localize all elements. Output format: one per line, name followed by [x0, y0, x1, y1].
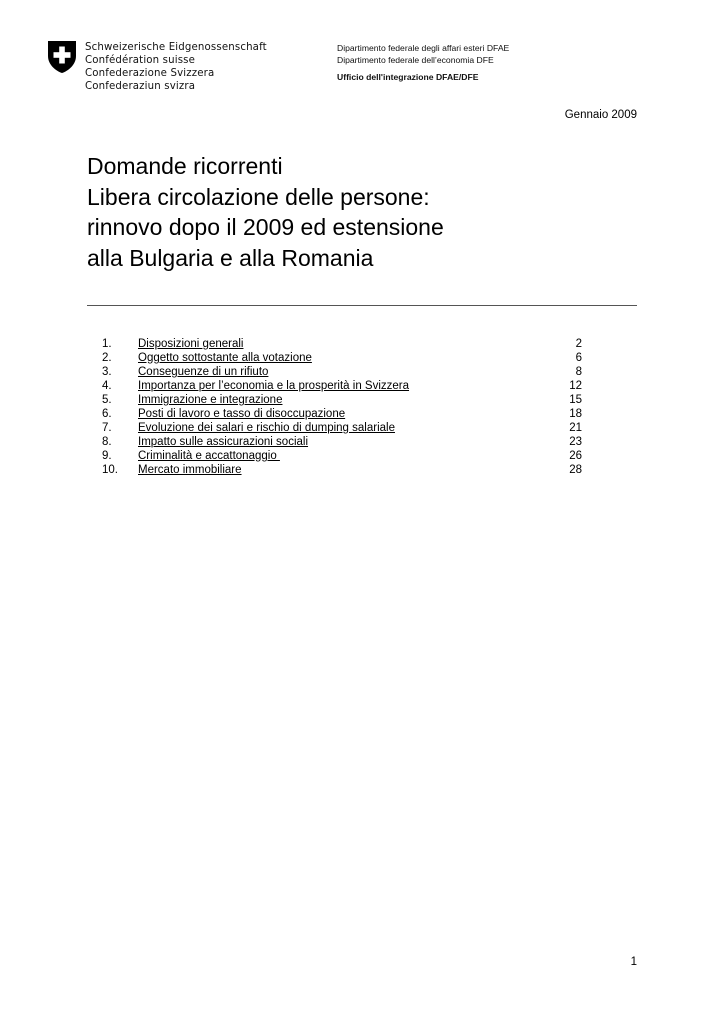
page-number: 1: [630, 956, 637, 968]
integration-office: Ufficio dell'integrazione DFAE/DFE: [337, 72, 479, 82]
toc-entry[interactable]: [102, 435, 582, 449]
toc-page: 18: [569, 408, 582, 420]
toc-link[interactable]: Oggetto sottostante alla votazione: [138, 352, 312, 364]
toc-page: 23: [569, 436, 582, 448]
toc-number: 8.: [102, 436, 112, 448]
document-date: Gennaio 2009: [564, 109, 637, 121]
toc-entry[interactable]: [102, 393, 582, 407]
swiss-cross-shield-icon: [47, 40, 77, 74]
confederation-name-rm: Confederaziun svizra: [85, 81, 196, 92]
toc-page: 28: [569, 464, 582, 476]
title-line: Libera circolazione delle persone:: [87, 183, 430, 210]
toc-link[interactable]: Mercato immobiliare: [138, 464, 242, 476]
toc-entry[interactable]: [102, 379, 582, 393]
toc-entry[interactable]: [102, 365, 582, 379]
toc-entry[interactable]: [102, 421, 582, 435]
horizontal-divider: [87, 305, 637, 306]
toc-number: 5.: [102, 394, 112, 406]
toc-entry[interactable]: [102, 407, 582, 421]
toc-number: 7.: [102, 422, 112, 434]
toc-link[interactable]: Importanza per l’economia e la prosperità in Svizzera: [138, 380, 410, 392]
toc-link[interactable]: Evoluzione dei salari e rischio di dumping salariale: [138, 422, 395, 434]
toc-link[interactable]: Criminalità e accattonaggio: [138, 450, 280, 462]
toc-link[interactable]: Conseguenze di un rifiuto: [138, 366, 269, 378]
toc-number: 9.: [102, 450, 112, 462]
toc-number: 2.: [102, 352, 112, 364]
confederation-name-de: Schweizerische Eidgenossenschaft: [85, 42, 267, 53]
toc-link[interactable]: Posti di lavoro e tasso di disoccupazione: [138, 408, 346, 420]
toc-number: 1.: [102, 338, 112, 350]
confederation-name-fr: Confédération suisse: [85, 55, 196, 66]
toc-entry[interactable]: [102, 449, 582, 463]
department-dfae: Dipartimento federale degli affari esteri DFAE: [337, 43, 510, 53]
toc-page: 15: [569, 394, 582, 406]
toc-page: 26: [569, 450, 582, 462]
document-title: [87, 151, 647, 273]
confederation-names: [85, 41, 267, 93]
toc-link[interactable]: Impatto sulle assicurazioni sociali: [138, 436, 309, 448]
toc-link[interactable]: Immigrazione e integrazione: [138, 394, 283, 406]
toc-page: 6: [575, 352, 582, 364]
toc-number: 6.: [102, 408, 112, 420]
title-line: alla Bulgaria e alla Romania: [87, 244, 374, 271]
toc-page: 8: [575, 366, 582, 378]
department-dfe: Dipartimento federale dell’economia DFE: [337, 55, 494, 65]
title-line: rinnovo dopo il 2009 ed estensione: [87, 214, 444, 240]
toc-page: 2: [575, 338, 582, 350]
toc-entry[interactable]: [102, 337, 582, 351]
confederation-name-it: Confederazione Svizzera: [85, 68, 215, 79]
table-of-contents: [102, 337, 582, 477]
toc-number: 10.: [102, 464, 118, 476]
toc-page: 12: [569, 380, 582, 392]
toc-number: 3.: [102, 366, 112, 378]
toc-link[interactable]: Disposizioni generali: [138, 338, 244, 350]
toc-entry[interactable]: [102, 351, 582, 365]
toc-page: 21: [569, 422, 582, 434]
toc-entry[interactable]: [102, 463, 582, 477]
toc-number: 4.: [102, 380, 112, 392]
department-block: [337, 42, 509, 83]
title-line: Domande ricorrenti: [87, 153, 283, 179]
